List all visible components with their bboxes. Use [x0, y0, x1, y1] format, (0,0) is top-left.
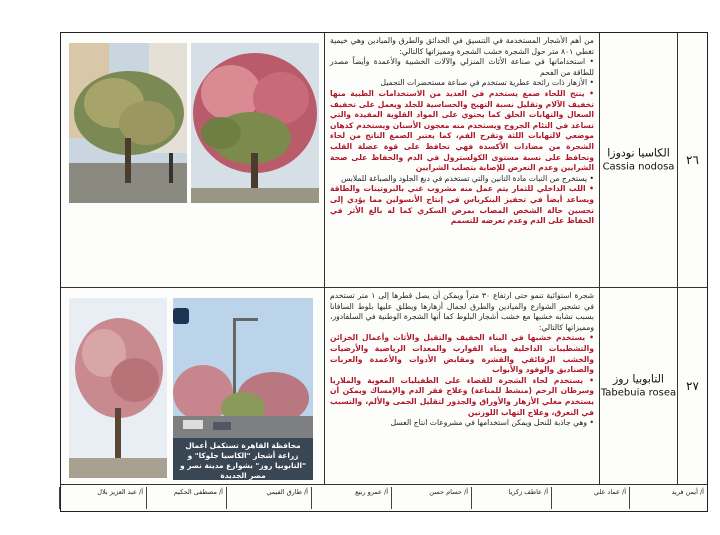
cassia-tree-photo-left [69, 43, 187, 203]
signature-strip [61, 485, 707, 511]
row-number: ٢٧ [686, 379, 699, 393]
news-caption: محافظة القاهرة تستكمل أعمال زراعة أشجار "الكاسيا جلوكا" و "التابوبيا روز" بشوارع مدينة نصر و مصر الجديدة [173, 438, 313, 480]
description-paragraph: • وهي جاذبة للنحل ويمكن استخدامها في مشروعات انتاج العسل [330, 418, 594, 429]
tabebuia-tree-photo [69, 298, 167, 478]
description-paragraph: • اللب الداخلي للثمار يتم عمل منه مشروب غني بالبروتينات والطاقة ويساعد أيضاً في تحفيز البنكرياس في إنتاج الأنسولين مما يؤدي إلى تحسين حالة الشخص المصاب بمرض السكري كما له بالغ الأثر في الحفاظ على الدم وعدم تعرضه للتسمم [330, 184, 594, 226]
tree-name-cell [599, 33, 677, 287]
signature-cell: أ/ طارق الفيمي [226, 487, 311, 509]
tree-name-arabic: التابوبيا روز [613, 372, 664, 386]
tree-description [325, 288, 599, 432]
row-number: ٢٦ [686, 153, 699, 167]
tree-photos-cell [61, 288, 326, 484]
signature-cell: أ/ أيمن فريد [629, 487, 707, 509]
tree-description-cell [324, 288, 599, 484]
tree-photos-cell [61, 33, 326, 287]
tree-name-latin: Cassia nodosa [602, 161, 675, 173]
description-paragraph: • ينتج اللحاء صمغ يستخدم في العديد من الاستخدامات الطبية منها تخفيف الآلام وتقليل نسبة التهيج والحساسية للجلد ويعمل على تخفيف السعال والتهابات الحلق كما يحتوي على المواد القلوية المفيدة والتي تساعد في التئام الجروح ويستخدم منه معجون الأسنان ويستخدم كدهان موضعي لالتهابات اللثة وتقرح الفم، كما يعتبر الصمغ الناتج من لحاء الشجرة من مضادات الأكسدة فهي تحافظ على قوة عضلة القلب وتحافظ على نسبة مستوى الكولسترول في الدم والحفاظ على صحة الشرايين وعدم التعرض للإصابة بتصلب الشرايين [330, 89, 594, 174]
tree-name-arabic: الكاسيا نودوزا [607, 146, 670, 160]
signature-cell: أ/ عمرو ربيع [311, 487, 391, 509]
signature-cell: أ/ مصطفى الحكيم [146, 487, 226, 509]
description-paragraph: • يستخدم خشبها في البناء الخفيف والتقيل والأثاث وأعمال الخزائن والتشطيبات الداخلية وبناء القوارب والمعدات الرياضية والأرضيات والخشب الرقائقي والقشرة ومقابض الأدوات والأعمدة والعربات والصناديق والوفود والأبواب [330, 333, 594, 375]
description-paragraph: • يستخرج من النبات مادة التانين والتي تستخدم في دبغ الجلود والصباغة للملابس [330, 174, 594, 185]
tree-description [325, 33, 599, 230]
signature-cell: أ/ عاطف زكريا [471, 487, 551, 509]
tree-row-cassia [61, 33, 707, 288]
description-paragraph: • يستخدم لحاء الشجرة للقضاء على الطفيليات المعوية والملاريا وسرطان الرحم (منشط للمناعة) وعلاج فقر الدم والإمساك ويمكن أن يستخدم مغلي الأزهار والأوراق والجذور لتقليل الحمى والألم، والتسبب في التعرق، وعلاج التهاب اللوزتين [330, 376, 594, 418]
tree-name-latin: Tabebuia rosea [600, 387, 677, 399]
description-paragraph: • الأزهار ذات رائحة عطرية تستخدم في صناعة مستحضرات التجميل [330, 78, 594, 89]
signature-cell: أ/ حسام حسن [391, 487, 471, 509]
description-paragraph: • استخداماتها في صناعة الأثاث المنزلي والآلات الخشبية والأعمدة وأيضاً مصدر للطاقة من الفحم [330, 57, 594, 78]
tree-row-tabebuia [61, 288, 707, 485]
cassia-flowers-photo [191, 43, 319, 203]
row-number-cell [677, 33, 707, 287]
signature-cell: أ/ عماد علي [551, 487, 629, 509]
tree-name-cell [599, 288, 677, 484]
description-paragraph: شجرة استوائية تنمو حتى ارتفاع ٣٠ متراً ويمكن أن يصل قطرها إلى ١ متر تستخدم في تشجير الشوارع والميادين والطرق لجمال أزهارها ويطلق عليها بلوط السافانا بسبب تشابه خشبها مع خشب أشجار البلوط كما أنها الشجرة الوطنية في السلفادور، ومميزاتها كالتالي: [330, 291, 594, 332]
signature-cell: أ/ عبد العزيز بلال [59, 487, 146, 509]
row-number-cell [677, 288, 707, 484]
description-paragraph: من أهم الأشجار المستخدمة في التنسيق في الحدائق والطرق والميادين وهي خيمية تغطي ٨٠١ متر حول الشجرة خشب الشجرة ومميزاتها كالتالي: [330, 36, 594, 56]
tree-description-cell [324, 33, 599, 287]
document-page [60, 32, 708, 512]
